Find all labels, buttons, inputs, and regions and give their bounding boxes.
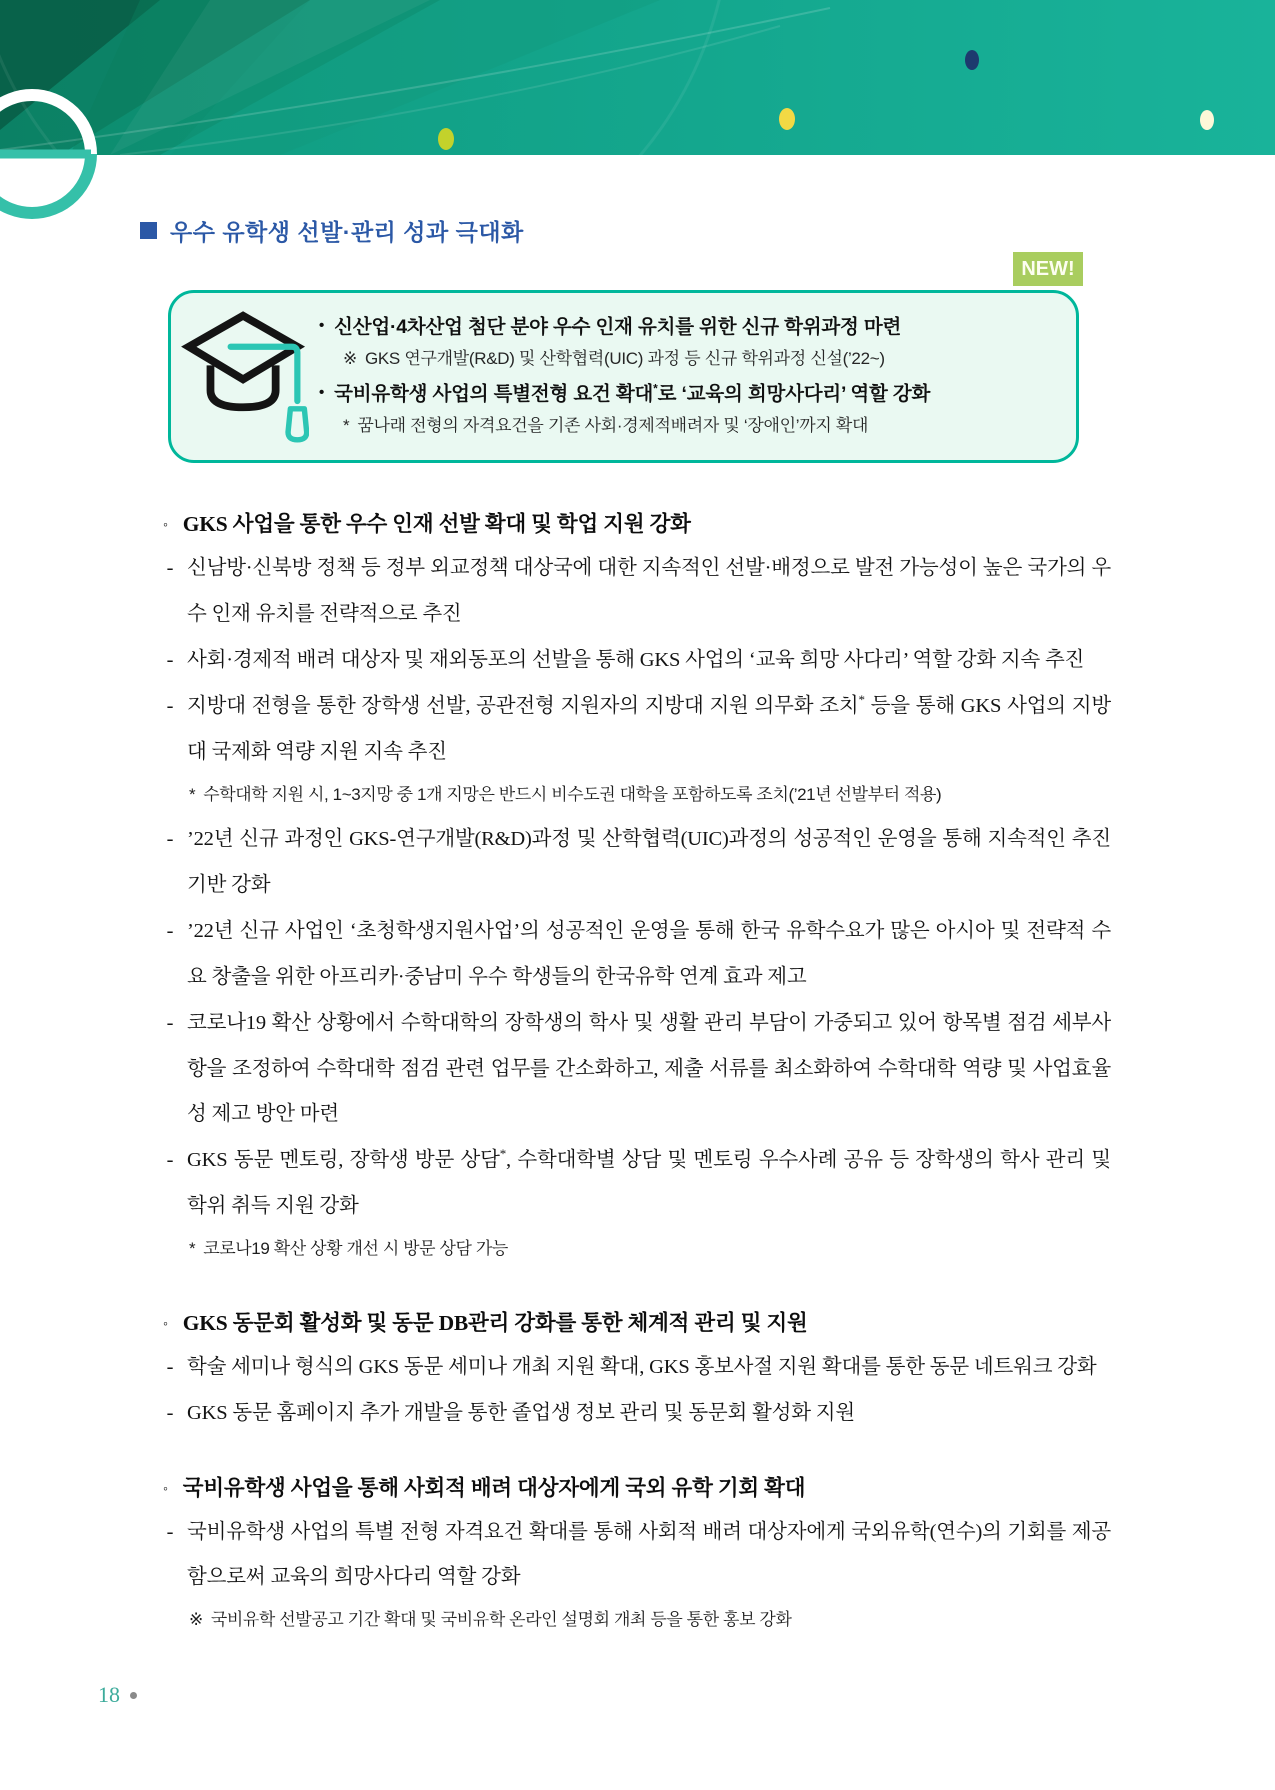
page-title: 우수 유학생 선발·관리 성과 극대화 [170, 219, 524, 245]
item-footnote [189, 1236, 1111, 1262]
dash-marker: - [166, 1355, 174, 1378]
section-marker: ◦ [163, 518, 168, 533]
highlight-box [168, 290, 1079, 463]
section-heading-text: GKS 동문회 활성화 및 동문 DB관리 강화를 통한 체계적 관리 및 지원 [182, 1310, 808, 1335]
item-text-post: , 수학대학별 상담 및 멘토링 우수사례 공유 등 장학생의 학사 관리 및 학위 취득 지원 강화 [187, 1149, 1111, 1218]
lime-dot [438, 128, 454, 150]
header-band-decoration [0, 0, 1275, 232]
section-heading [163, 1302, 1111, 1345]
yellow-dot [779, 108, 795, 130]
footnote-text: 국비유학 선발공고 기간 확대 및 국비유학 온라인 설명회 개최 등을 통한 홍보 강화 [210, 1610, 792, 1630]
item-text: 신남방·신북방 정책 등 정부 외교정책 대상국에 대한 지속적인 선발·배정으로 발전 가능성이 높은 국가의 우수 인재 유치를 전략적으로 추진 [187, 557, 1111, 625]
box-line-text-pre: 국비유학생 사업의 특별전형 요건 확대 [334, 383, 654, 405]
dash-marker: - [166, 828, 174, 851]
box-line-text-post: 로 ‘교육의 희망사다리’ 역할 강화 [657, 383, 931, 405]
note-marker: * [189, 784, 196, 804]
dash-marker: - [166, 1011, 174, 1034]
list-item [163, 1001, 1111, 1139]
box-note-line [343, 347, 1058, 371]
footnote-text: 코로나19 확산 상황 개선 시 방문 상담 가능 [203, 1239, 508, 1259]
note-marker: ※ [343, 349, 357, 369]
item-text: 사회·경제적 배려 대상자 및 재외동포의 선발을 통해 GKS 사업의 ‘교육 희망 사다리’ 역할 강화 지속 추진 [187, 648, 1085, 671]
item-text-pre: GKS 동문 멘토링, 장학생 방문 상담 [187, 1149, 500, 1172]
list-item [163, 1138, 1111, 1271]
page-number-dot [130, 1692, 137, 1699]
title-square-bullet [140, 222, 157, 239]
highlight-box-content [319, 298, 1076, 455]
item-text: 국비유학생 사업의 특별 전형 자격요건 확대를 통해 사회적 배려 대상자에게 국외유학(연수)의 기회를 제공함으로써 교육의 희망사다리 역할 강화 [187, 1520, 1111, 1589]
list-item [163, 684, 1111, 817]
section-heading-text: GKS 사업을 통한 우수 인재 선발 확대 및 학업 지원 강화 [182, 512, 691, 536]
page-title-row [140, 214, 524, 247]
list-item [163, 546, 1111, 638]
section-alumni [163, 1302, 1111, 1437]
item-text: 코로나19 확산 상황에서 수학대학의 장학생의 학사 및 생활 관리 부담이 가중되고 있어 항목별 점검 세부사항을 조정하여 수학대학 점검 관련 업무를 간소화하고, 제출 서류를 최소화하여 수학대학 역량 및 사업효율성 제고 방안 마련 [187, 1011, 1111, 1126]
document-body [163, 503, 1111, 1657]
dash-marker: - [166, 648, 174, 671]
note-marker: ※ [189, 1610, 203, 1630]
navy-dot [965, 50, 979, 70]
note-marker: * [343, 416, 350, 436]
item-text: ’22년 신규 과정인 GKS-연구개발(R&D)과정 및 산학협력(UIC)과정의 성공적인 운영을 통해 지속적인 추진 기반 강화 [187, 828, 1111, 896]
box-note-text: GKS 연구개발(R&D) 및 산학협력(UIC) 과정 등 신규 학위과정 신설(’22~) [364, 349, 885, 369]
list-item [163, 1391, 1111, 1437]
section-marker: ◦ [163, 1316, 168, 1332]
item-text [187, 684, 1111, 776]
list-item [163, 1345, 1111, 1391]
section-govt-scholarship [163, 1467, 1111, 1643]
list-item [163, 1510, 1111, 1643]
superscript-asterisk: * [653, 381, 658, 396]
page-footer [98, 1682, 137, 1708]
list-item [163, 909, 1111, 1001]
dash-marker: - [166, 1149, 174, 1172]
list-item [163, 638, 1111, 684]
item-footnote [189, 1607, 1111, 1633]
box-line-text: 신산업·4차산업 첨단 분야 우수 인재 유치를 위한 신규 학위과정 마련 [334, 315, 902, 338]
cream-dot [1200, 110, 1214, 130]
item-text: GKS 동문 홈페이지 추가 개발을 통한 졸업생 정보 관리 및 동문회 활성화 지원 [187, 1401, 855, 1424]
dash-marker: - [166, 919, 174, 942]
item-text: 학술 세미나 형식의 GKS 동문 세미나 개최 지원 확대, GKS 홍보사절 지원 확대를 통한 동문 네트워크 강화 [187, 1355, 1097, 1378]
section-heading [163, 503, 1111, 546]
dash-marker: - [166, 1520, 174, 1543]
dash-marker: - [166, 1401, 174, 1424]
box-line-text [334, 380, 930, 408]
highlight-box-icon-area [171, 302, 319, 452]
page-number: 18 [98, 1682, 120, 1707]
item-text: ’22년 신규 사업인 ‘초청학생지원사업’의 성공적인 운영을 통해 한국 유학수요가 많은 아시아 및 전략적 수요 창출을 위한 아프리카·중남미 우수 학생들의 한국유학 연계 효과 제고 [187, 919, 1111, 988]
item-text [187, 1138, 1111, 1230]
section-heading [163, 1467, 1111, 1510]
item-footnote [189, 782, 1111, 808]
section-marker: ◦ [163, 1481, 168, 1497]
item-text-post: 등을 통해 GKS 사업의 지방대 국제화 역량 지원 지속 추진 [187, 694, 1111, 763]
box-note-text: 꿈나래 전형의 자격요건을 기존 사회·경제적배려자 및 ‘장애인’까지 확대 [357, 416, 869, 436]
graduation-cap-icon [181, 302, 309, 452]
list-item [163, 817, 1111, 909]
box-bullet-line [319, 380, 1058, 408]
superscript-asterisk: * [858, 691, 865, 707]
section-gks-selection [163, 503, 1111, 1272]
section-heading-text: 국비유학생 사업을 통해 사회적 배려 대상자에게 국외 유학 기회 확대 [182, 1475, 806, 1500]
note-marker: * [189, 1239, 196, 1259]
bullet-dot: • [319, 384, 325, 401]
dash-marker: - [166, 694, 174, 717]
box-note-line [343, 414, 1058, 438]
band-shapes [0, 0, 1275, 232]
footnote-text: 수학대학 지원 시, 1~3지망 중 1개 지망은 반드시 비수도권 대학을 포함하도록 조치(’21년 선발부터 적용) [203, 784, 942, 804]
dash-marker: - [166, 557, 174, 579]
superscript-asterisk: * [499, 1146, 507, 1162]
box-bullet-line [319, 313, 1058, 341]
item-text-pre: 지방대 전형을 통한 장학생 선발, 공관전형 지원자의 지방대 지원 의무화 조치 [187, 694, 859, 717]
bullet-dot: • [319, 316, 325, 334]
new-badge: NEW! [1013, 252, 1083, 286]
